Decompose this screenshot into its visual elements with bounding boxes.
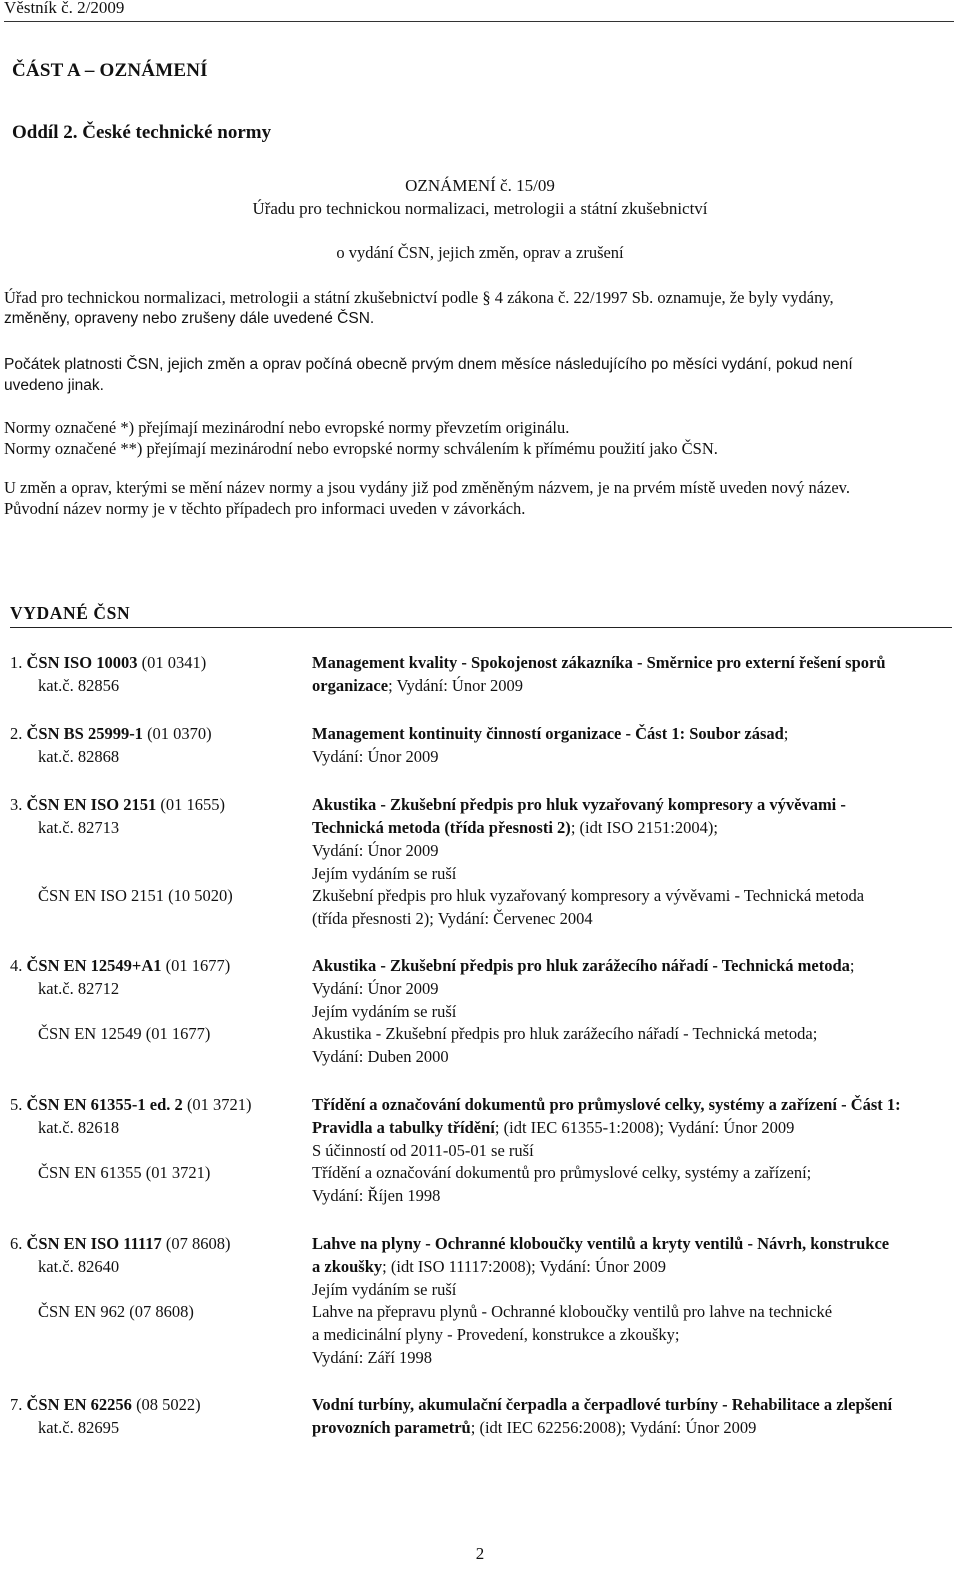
validity-paragraph [4, 354, 952, 396]
replaced-standard-code: ČSN EN 12549 (01 1677) [38, 1024, 211, 1043]
paragraph-line: U změn a oprav, kterými se mění název normy a jsou vydány již pod změněným názvem, je na prvém místě uveden nový název. [4, 478, 850, 497]
entry-number: 7. [10, 1395, 23, 1414]
standard-title-cont: provozních parametrů [312, 1418, 471, 1437]
issued-standards-heading: VYDANÉ ČSN [10, 603, 952, 628]
catalog-number: kat.č. 82618 [38, 1118, 120, 1137]
replaced-standard-info: (třída přesnosti 2); Vydání: Červenec 2004 [312, 909, 593, 928]
paragraph-line: Normy označené *) přejímají mezinárodní nebo evropské normy převzetím originálu. [4, 418, 570, 437]
classification-code: (07 8608) [165, 1234, 231, 1253]
intro-paragraph [4, 287, 952, 329]
replaced-standard-title: Akustika - Zkušební předpis pro hluk zarážecího nářadí - Technická metoda; [312, 1024, 818, 1043]
title-change-paragraph [4, 477, 952, 519]
paragraph-line: změněny, opraveny nebo zrušeny dále uvedené ČSN. [4, 310, 375, 327]
standard-title-cont: a zkoušky [312, 1257, 383, 1276]
classification-code: (08 5022) [136, 1395, 201, 1414]
issue-info: ; Vydání: Únor 2009 [388, 676, 523, 695]
journal-header [4, 0, 954, 22]
part-title: ČÁST A – OZNÁMENÍ [12, 60, 208, 81]
replaced-standard-title-cont: a medicinální plyny - Provedení, konstrukce a zkoušky; [312, 1325, 680, 1344]
title-terminator: ; [783, 724, 789, 743]
standard-code: ČSN EN 12549+A1 [26, 956, 162, 975]
entry-number: 6. [10, 1234, 23, 1253]
standard-title: Lahve na plyny - Ochranné kloboučky ventilů a kryty ventilů - Návrh, konstrukce [312, 1234, 890, 1253]
catalog-number: kat.č. 82856 [38, 676, 120, 695]
standard-title: Management kvality - Spokojenost zákazníka - Směrnice pro externí řešení sporů [312, 653, 886, 672]
catalog-number: kat.č. 82695 [38, 1418, 120, 1437]
paragraph-line: Počátek platnosti ČSN, jejich změn a oprav počíná obecně prvým dnem měsíce následujícího po měsíci vydání, pokud není [4, 356, 853, 373]
paragraph-line: uvedeno jinak. [4, 377, 104, 394]
entry-number: 1. [10, 653, 23, 672]
issue-info: ; (idt IEC 62256:2008); Vydání: Únor 2009 [470, 1418, 757, 1437]
issue-info: Vydání: Únor 2009 [312, 747, 439, 766]
entry-number: 3. [10, 795, 23, 814]
replacement-note: S účinností od 2011-05-01 se ruší [312, 1141, 534, 1160]
replaced-standard-title: Třídění a označování dokumentů pro průmyslové celky, systémy a zařízení; [312, 1163, 812, 1182]
replaced-standard-info: Vydání: Duben 2000 [312, 1047, 449, 1066]
entry-number: 2. [10, 724, 23, 743]
paragraph-line: Úřad pro technickou normalizaci, metrologii a státní zkušebnictví podle § 4 zákona č. 22/1997 Sb. oznamuje, že byly vydány, [4, 288, 834, 307]
issue-info: ; (idt IEC 61355-1:2008); Vydání: Únor 2009 [494, 1118, 795, 1137]
standard-code: ČSN ISO 10003 [26, 653, 138, 672]
standard-code: ČSN BS 25999-1 [26, 724, 143, 743]
issue-info: Vydání: Únor 2009 [312, 979, 439, 998]
standard-code: ČSN EN 62256 [26, 1395, 132, 1414]
standard-title: Akustika - Zkušební předpis pro hluk vyzařovaný kompresory a vývěvami - [312, 795, 846, 814]
notice-issuer: Úřadu pro technickou normalizaci, metrologii a státní zkušebnictví [252, 199, 708, 218]
notice-subject: o vydání ČSN, jejich změn, oprav a zrušení [336, 243, 624, 262]
standard-title-cont: Technická metoda (třída přesnosti 2) [312, 818, 571, 837]
standard-code: ČSN EN ISO 11117 [26, 1234, 162, 1253]
standard-title-cont: organizace [312, 676, 389, 695]
standard-title: Třídění a označování dokumentů pro průmyslové celky, systémy a zařízení - Část 1: [312, 1095, 901, 1114]
standard-title: Akustika - Zkušební předpis pro hluk zarážecího nářadí - Technická metoda [312, 956, 850, 975]
replaced-standard-title: Zkušební předpis pro hluk vyzařovaný kompresory a vývěvami - Technická metoda [312, 886, 865, 905]
notice-number: OZNÁMENÍ č. 15/09 [405, 176, 555, 195]
standard-code: ČSN EN 61355-1 ed. 2 [26, 1095, 183, 1114]
entry-number: 4. [10, 956, 23, 975]
replaced-standard-code: ČSN EN ISO 2151 (10 5020) [38, 886, 233, 905]
section-title: Oddíl 2. České technické normy [12, 122, 272, 143]
replaced-standard-code: ČSN EN 962 (07 8608) [38, 1302, 194, 1321]
catalog-number: kat.č. 82640 [38, 1257, 120, 1276]
replaced-standard-title: Lahve na přepravu plynů - Ochranné kloboučky ventilů pro lahve na technické [312, 1302, 833, 1321]
standard-code: ČSN EN ISO 2151 [26, 795, 157, 814]
entry-number: 5. [10, 1095, 23, 1114]
journal-title: Věstník č. 2/2009 [4, 0, 125, 17]
issue-info: ; (idt ISO 2151:2004); [570, 818, 718, 837]
paragraph-line: Normy označené **) přejímají mezinárodní nebo evropské normy schválením k přímému použití jako ČSN. [4, 439, 718, 458]
classification-code: (01 1655) [160, 795, 225, 814]
standard-title-cont: Pravidla a tabulky třídění [312, 1118, 495, 1137]
replaced-standard-info: Vydání: Říjen 1998 [312, 1186, 441, 1205]
classification-code: (01 1677) [165, 956, 231, 975]
replacement-note: Jejím vydáním se ruší [312, 864, 457, 883]
classification-code: (01 3721) [186, 1095, 252, 1114]
replacement-note: Jejím vydáním se ruší [312, 1280, 457, 1299]
standard-title: Vodní turbíny, akumulační čerpadla a čerpadlové turbíny - Rehabilitace a zlepšení [312, 1395, 893, 1414]
title-terminator: ; [849, 956, 855, 975]
standard-title: Management kontinuity činností organizace - Část 1: Soubor zásad [312, 724, 784, 743]
catalog-number: kat.č. 82712 [38, 979, 120, 998]
page-number: 2 [475, 1544, 485, 1563]
classification-code: (01 0370) [147, 724, 212, 743]
replaced-standard-info: Vydání: Září 1998 [312, 1348, 433, 1367]
issue-date: Vydání: Únor 2009 [312, 841, 439, 860]
classification-code: (01 0341) [141, 653, 207, 672]
replaced-standard-code: ČSN EN 61355 (01 3721) [38, 1163, 211, 1182]
catalog-number: kat.č. 82713 [38, 818, 120, 837]
issue-info: ; (idt ISO 11117:2008); Vydání: Únor 2009 [382, 1257, 667, 1276]
replacement-note: Jejím vydáním se ruší [312, 1002, 457, 1021]
paragraph-line: Původní název normy je v těchto případech pro informaci uveden v závorkách. [4, 499, 526, 518]
catalog-number: kat.č. 82868 [38, 747, 120, 766]
notes-paragraph [4, 417, 952, 459]
